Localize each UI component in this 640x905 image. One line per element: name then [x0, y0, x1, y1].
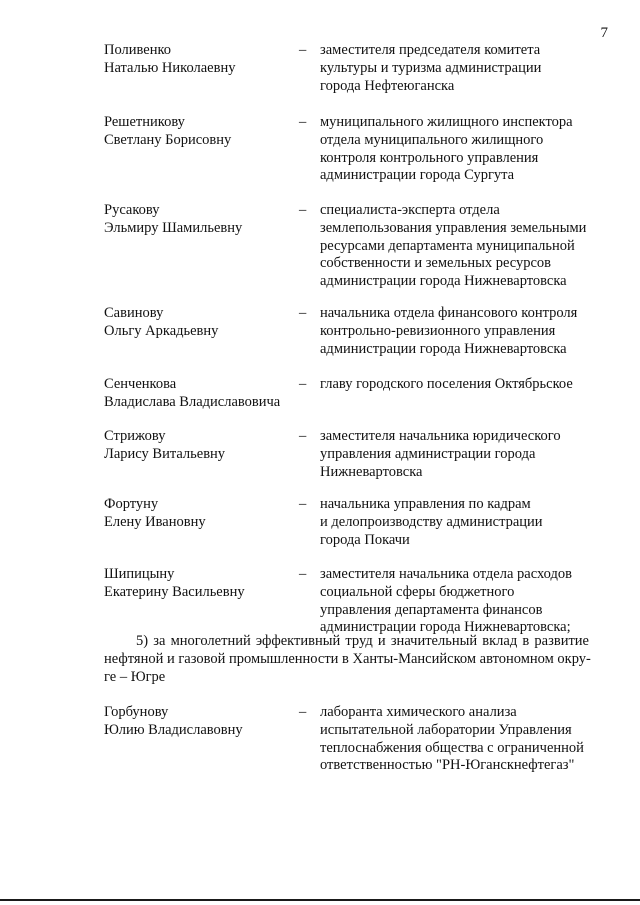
person-given-names: Владислава Владиславовича: [104, 393, 281, 410]
position-line: управления администрации города: [320, 445, 536, 462]
position-line: администрации города Нижневартовска: [320, 340, 567, 357]
position-line: ресурсами департамента муниципальной: [320, 237, 575, 254]
person-given-names: Эльмиру Шамильевну: [104, 219, 243, 236]
position-line: контроля контрольного управления: [320, 149, 539, 166]
entry-dash: –: [299, 376, 307, 392]
person-position: [320, 566, 610, 637]
person-surname: Шипицыну: [104, 566, 175, 582]
person-name: [104, 202, 294, 238]
person-position: [320, 114, 610, 185]
paragraph-line: нефтяной и газовой промышленности в Ханты-Мансийском автономном окру-: [104, 651, 591, 667]
person-position: [320, 428, 610, 481]
position-line: социальной сферы бюджетного: [320, 583, 515, 600]
entry-dash: –: [299, 114, 307, 130]
position-line: Нижневартовска: [320, 463, 423, 480]
entry-dash: –: [299, 42, 307, 58]
section-paragraph: [104, 632, 589, 686]
person-given-names: Ольгу Аркадьевну: [104, 322, 219, 339]
position-line: города Покачи: [320, 531, 410, 548]
person-given-names: Наталью Николаевну: [104, 59, 236, 76]
footer-divider: [0, 899, 640, 901]
position-line: заместителя начальника юридического: [320, 428, 561, 444]
person-position: [320, 42, 610, 95]
page-number: 7: [600, 25, 608, 41]
position-line: главу городского поселения Октябрьское: [320, 376, 573, 392]
person-position: [320, 704, 610, 775]
position-line: ответственностью "РН-Юганскнефтегаз": [320, 757, 575, 774]
person-name: [104, 42, 294, 78]
position-line: теплоснабжения общества с ограниченной: [320, 739, 584, 756]
position-line: заместителя начальника отдела расходов: [320, 566, 572, 582]
position-line: землепользования управления земельными: [320, 219, 587, 236]
person-surname: Сенченкова: [104, 376, 177, 392]
position-line: муниципального жилищного инспектора: [320, 114, 573, 130]
person-name: [104, 566, 294, 602]
position-line: испытательной лаборатории Управления: [320, 721, 572, 738]
position-line: культуры и туризма администрации: [320, 59, 542, 76]
person-surname: Решетникову: [104, 114, 185, 130]
position-line: контрольно-ревизионного управления: [320, 322, 556, 339]
person-given-names: Елену Ивановну: [104, 513, 206, 530]
position-line: администрации города Сургута: [320, 167, 515, 184]
person-position: [320, 202, 610, 291]
position-line: отдела муниципального жилищного: [320, 131, 544, 148]
person-name: [104, 496, 294, 532]
person-surname: Поливенко: [104, 42, 172, 58]
position-line: администрации города Нижневартовска;: [320, 619, 571, 636]
entry-dash: –: [299, 428, 307, 444]
entry-dash: –: [299, 704, 307, 720]
position-line: и делопроизводству администрации: [320, 513, 543, 530]
person-name: [104, 114, 294, 150]
person-position: [320, 496, 610, 549]
person-surname: Фортуну: [104, 496, 159, 512]
entry-dash: –: [299, 496, 307, 512]
position-line: управления департамента финансов: [320, 601, 543, 618]
position-line: города Нефтеюганска: [320, 77, 455, 94]
person-given-names: Юлию Владиславовну: [104, 721, 243, 738]
person-position: [320, 376, 610, 394]
person-surname: Стрижову: [104, 428, 166, 444]
person-given-names: Ларису Витальевну: [104, 445, 226, 462]
entry-dash: –: [299, 202, 307, 218]
paragraph-line: ге – Югре: [104, 669, 166, 685]
person-surname: Горбунову: [104, 704, 169, 720]
position-line: заместителя председателя комитета: [320, 42, 541, 58]
person-surname: Савинову: [104, 305, 164, 321]
position-line: собственности и земельных ресурсов: [320, 255, 552, 272]
person-name: [104, 428, 294, 464]
entry-dash: –: [299, 566, 307, 582]
person-given-names: Екатерину Васильевну: [104, 583, 245, 600]
position-line: лаборанта химического анализа: [320, 704, 517, 720]
position-line: специалиста-эксперта отдела: [320, 202, 500, 218]
position-line: начальника управления по кадрам: [320, 496, 531, 512]
entry-dash: –: [299, 305, 307, 321]
person-name: [104, 376, 294, 412]
person-name: [104, 704, 294, 740]
person-position: [320, 305, 610, 358]
person-given-names: Светлану Борисовну: [104, 131, 232, 148]
paragraph-line: 5) за многолетний эффективный труд и значительный вклад в развитие: [136, 633, 589, 649]
person-name: [104, 305, 294, 341]
position-line: начальника отдела финансового контроля: [320, 305, 578, 321]
person-surname: Русакову: [104, 202, 160, 218]
position-line: администрации города Нижневартовска: [320, 273, 567, 290]
